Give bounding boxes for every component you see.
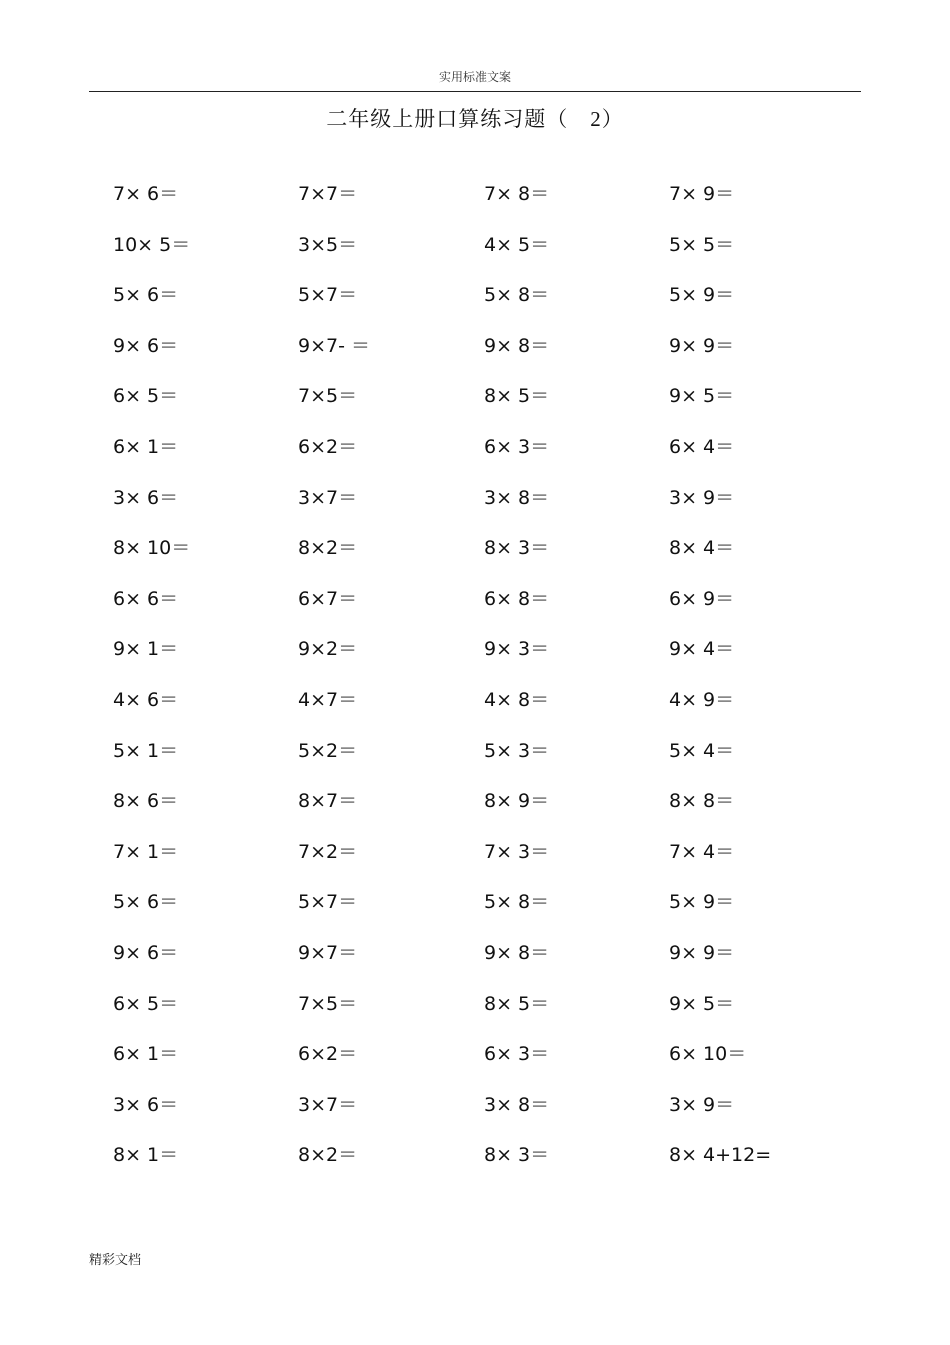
arithmetic-problem: 5× 4＝	[669, 739, 735, 762]
arithmetic-problem: 9× 4＝	[669, 638, 735, 661]
arithmetic-problem: 7× 8＝	[484, 183, 550, 205]
arithmetic-problem: 9×7＝	[298, 941, 358, 964]
arithmetic-problem: 6× 6＝	[113, 587, 179, 610]
problem-row	[113, 481, 853, 532]
arithmetic-problem: 5× 8＝	[484, 284, 550, 307]
problem-row	[113, 582, 853, 633]
arithmetic-problem: 7×2＝	[298, 840, 358, 863]
arithmetic-problem: 9× 3＝	[484, 638, 550, 661]
arithmetic-problem: 7×5＝	[298, 992, 358, 1015]
arithmetic-problem: 9× 9＝	[669, 334, 735, 357]
arithmetic-problem: 8× 1＝	[113, 1144, 179, 1167]
arithmetic-problem: 9× 5＝	[669, 385, 735, 408]
problem-row	[113, 1088, 853, 1139]
arithmetic-problem: 8× 4＝	[669, 537, 735, 560]
arithmetic-problem: 4× 9＝	[669, 688, 735, 711]
arithmetic-problem: 5×7＝	[298, 891, 358, 914]
arithmetic-problem: 6× 5＝	[113, 385, 179, 408]
arithmetic-problem: 8× 3＝	[484, 1144, 550, 1167]
arithmetic-problem: 3× 9＝	[669, 486, 735, 509]
arithmetic-problem: 9× 6＝	[113, 334, 179, 357]
arithmetic-problem: 9×7- ＝	[298, 334, 370, 357]
problem-row	[113, 987, 853, 1038]
arithmetic-problem: 3×5＝	[298, 233, 358, 256]
problem-row	[113, 531, 853, 582]
problem-row	[113, 936, 853, 987]
arithmetic-problem: 5× 3＝	[484, 739, 550, 762]
arithmetic-problem: 4× 5＝	[484, 233, 550, 256]
arithmetic-problem: 8× 9＝	[484, 790, 550, 813]
problem-row	[113, 228, 853, 279]
arithmetic-problem: 7×7＝	[298, 183, 358, 205]
arithmetic-problem: 6×2＝	[298, 435, 358, 458]
arithmetic-problem: 8×7＝	[298, 790, 358, 813]
page-footer-text: 精彩文档	[89, 1252, 142, 1267]
problem-row	[113, 784, 853, 835]
arithmetic-problem: 8× 10＝	[113, 537, 191, 560]
arithmetic-problem: 9× 9＝	[669, 941, 735, 964]
header-divider	[89, 91, 861, 92]
problem-row	[113, 430, 853, 481]
arithmetic-problem: 6× 10＝	[669, 1043, 747, 1066]
page-title: 二年级上册口算练习题（ 2）	[326, 107, 624, 131]
arithmetic-problem: 8× 5＝	[484, 992, 550, 1015]
arithmetic-problem: 5×7＝	[298, 284, 358, 307]
arithmetic-problem: 6×7＝	[298, 587, 358, 610]
arithmetic-problem: 3× 8＝	[484, 1093, 550, 1116]
arithmetic-problem: 6× 1＝	[113, 435, 179, 458]
arithmetic-problem: 3× 6＝	[113, 1093, 179, 1116]
arithmetic-problem: 10× 5＝	[113, 233, 191, 256]
problem-row	[113, 177, 853, 228]
problem-row	[113, 632, 853, 683]
problem-row	[113, 835, 853, 886]
arithmetic-problem: 8×2＝	[298, 1144, 358, 1167]
arithmetic-problem: 7× 9＝	[669, 183, 735, 205]
problem-row	[113, 734, 853, 785]
arithmetic-problem: 7× 3＝	[484, 840, 550, 863]
arithmetic-problem: 8×2＝	[298, 537, 358, 560]
arithmetic-problem: 9× 1＝	[113, 638, 179, 661]
arithmetic-problem: 7×5＝	[298, 385, 358, 408]
arithmetic-problem: 5× 6＝	[113, 891, 179, 914]
arithmetic-problem: 3×7＝	[298, 486, 358, 509]
arithmetic-problem: 3× 9＝	[669, 1093, 735, 1116]
arithmetic-problem: 7× 1＝	[113, 840, 179, 863]
arithmetic-problem: 8× 6＝	[113, 790, 179, 813]
problem-row	[113, 1138, 853, 1189]
arithmetic-problem: 4× 8＝	[484, 688, 550, 711]
problem-row	[113, 885, 853, 936]
arithmetic-problem: 5× 1＝	[113, 739, 179, 762]
problem-grid	[113, 177, 853, 1189]
arithmetic-problem: 6× 8＝	[484, 587, 550, 610]
arithmetic-problem: 7× 6＝	[113, 183, 179, 205]
arithmetic-problem: 6×2＝	[298, 1043, 358, 1066]
problem-row	[113, 683, 853, 734]
arithmetic-problem: 6× 3＝	[484, 1043, 550, 1066]
arithmetic-problem: 5× 5＝	[669, 233, 735, 256]
arithmetic-problem: 3× 8＝	[484, 486, 550, 509]
arithmetic-problem: 9×2＝	[298, 638, 358, 661]
arithmetic-problem: 5× 9＝	[669, 284, 735, 307]
problem-row	[113, 1037, 853, 1088]
arithmetic-problem: 8× 4+12=	[669, 1144, 772, 1167]
arithmetic-problem: 5× 6＝	[113, 284, 179, 307]
arithmetic-problem: 5× 9＝	[669, 891, 735, 914]
arithmetic-problem: 4× 6＝	[113, 688, 179, 711]
arithmetic-problem: 9× 5＝	[669, 992, 735, 1015]
arithmetic-problem: 8× 8＝	[669, 790, 735, 813]
arithmetic-problem: 6× 5＝	[113, 992, 179, 1015]
arithmetic-problem: 6× 1＝	[113, 1043, 179, 1066]
arithmetic-problem: 5×2＝	[298, 739, 358, 762]
arithmetic-problem: 9× 6＝	[113, 941, 179, 964]
arithmetic-problem: 8× 3＝	[484, 537, 550, 560]
problem-row	[113, 379, 853, 430]
arithmetic-problem: 6× 3＝	[484, 435, 550, 458]
arithmetic-problem: 5× 8＝	[484, 891, 550, 914]
arithmetic-problem: 8× 5＝	[484, 385, 550, 408]
arithmetic-problem: 7× 4＝	[669, 840, 735, 863]
arithmetic-problem: 9× 8＝	[484, 334, 550, 357]
problem-row	[113, 278, 853, 329]
arithmetic-problem: 4×7＝	[298, 688, 358, 711]
problem-row	[113, 329, 853, 380]
arithmetic-problem: 9× 8＝	[484, 941, 550, 964]
arithmetic-problem: 6× 4＝	[669, 435, 735, 458]
arithmetic-problem: 6× 9＝	[669, 587, 735, 610]
arithmetic-problem: 3×7＝	[298, 1093, 358, 1116]
page-header-text: 实用标准文案	[438, 70, 511, 84]
arithmetic-problem: 3× 6＝	[113, 486, 179, 509]
